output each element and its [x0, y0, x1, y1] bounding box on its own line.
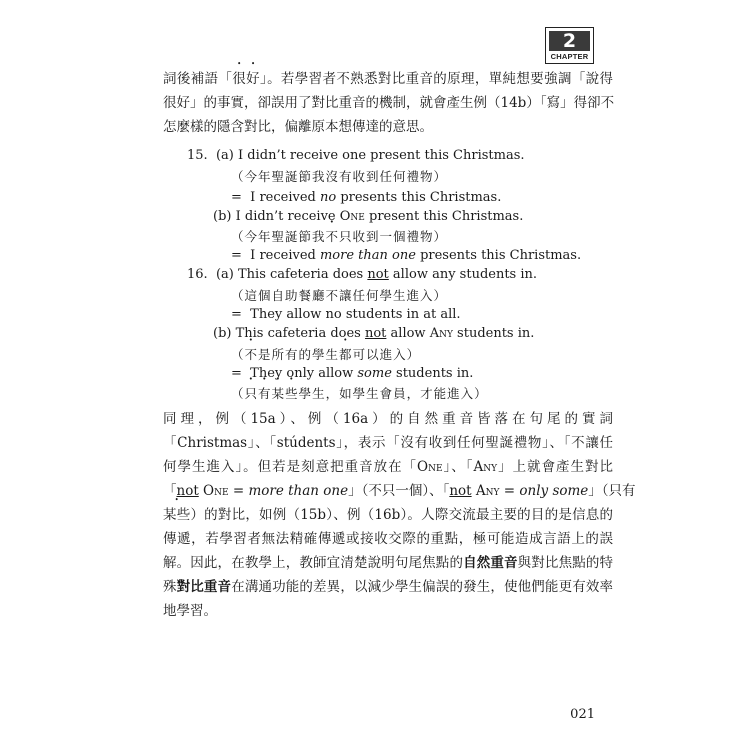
example-16b-translation-2: （只有某些學生，如學生會員，才能進入） — [231, 386, 488, 401]
example-15b-equivalent: = I received more than one presents this Christmas. — [231, 248, 582, 263]
example-15b: (b) I didn’t receive One present this Christmas. — [213, 209, 524, 224]
para1-line-1: 詞後補語「很好」。若學習者不熟悉對比重音的原理，單純想要強調「說得 — [163, 71, 614, 87]
para2-line-9: 地學習。 — [163, 603, 217, 619]
paragraph-2 — [163, 407, 636, 623]
para1-line-3: 怎麼樣的隱含對比，偏離原本想傳達的意思。 — [163, 119, 433, 135]
chapter-number: 2 — [549, 31, 590, 51]
para2-line-3: 何學生進入」。但若是刻意把重音放在「One」、「Any」上就會產生對比 — [163, 459, 614, 475]
chapter-badge — [545, 27, 594, 64]
page-number: 021 — [570, 707, 595, 722]
example-16b-equivalent: = They only allow some students in. — [231, 366, 474, 381]
example-16a-translation: （這個自助餐廳不讓任何學生進入） — [231, 288, 448, 303]
chapter-label: CHAPTER — [550, 52, 589, 61]
example-15b-translation: （今年聖誕節我不只收到一個禮物） — [231, 229, 448, 244]
para2-line-1: 同理，例（15a）、例（16a）的自然重音皆落在句尾的實詞 — [163, 411, 613, 427]
example-15a-equivalent: = I received no presents this Christmas. — [231, 190, 502, 205]
para2-line-8: 殊對比重音在溝通功能的差異，以減少學生偏誤的發生，使他們能更有效率 — [163, 579, 613, 595]
example-15a: 15. (a) I didn’t receive one present this Christmas. — [187, 148, 525, 163]
para1-line-2: 很好」的事實，卻誤用了對比重音的機制，就會產生例（14b）「寫」得卻不 — [163, 95, 615, 111]
para2-line-4: 「not One = more than one」（不只一個）、「not Any = only some」（只有 — [163, 483, 636, 499]
paragraph-1 — [163, 67, 613, 139]
para2-line-2: 「Christmas」、「stúdents」，表示「沒有收到任何聖誕禮物」、「不讓任 — [163, 435, 613, 451]
para2-line-7: 解。因此，在教學上，教師宜清楚說明句尾焦點的自然重音與對比焦點的特 — [163, 555, 613, 571]
para2-line-6: 傳遞，若學習者無法精確傳遞或接收交際的重點，極可能造成言語上的誤 — [163, 531, 613, 547]
example-16b-translation: （不是所有的學生都可以進入） — [231, 347, 421, 362]
example-15a-translation: （今年聖誕節我沒有收到任何禮物） — [231, 169, 448, 184]
para2-line-5: 某些）的對比，如例（15b）、例（16b）。人際交流最主要的目的是信息的 — [163, 507, 614, 523]
example-16a: 16. (a) This cafeteria does not allow any students in. — [187, 267, 538, 282]
example-16a-equivalent: = They allow no students in at all. — [231, 307, 461, 322]
example-16b: (b) This cafeteria does not allow Any students in. — [213, 326, 535, 341]
